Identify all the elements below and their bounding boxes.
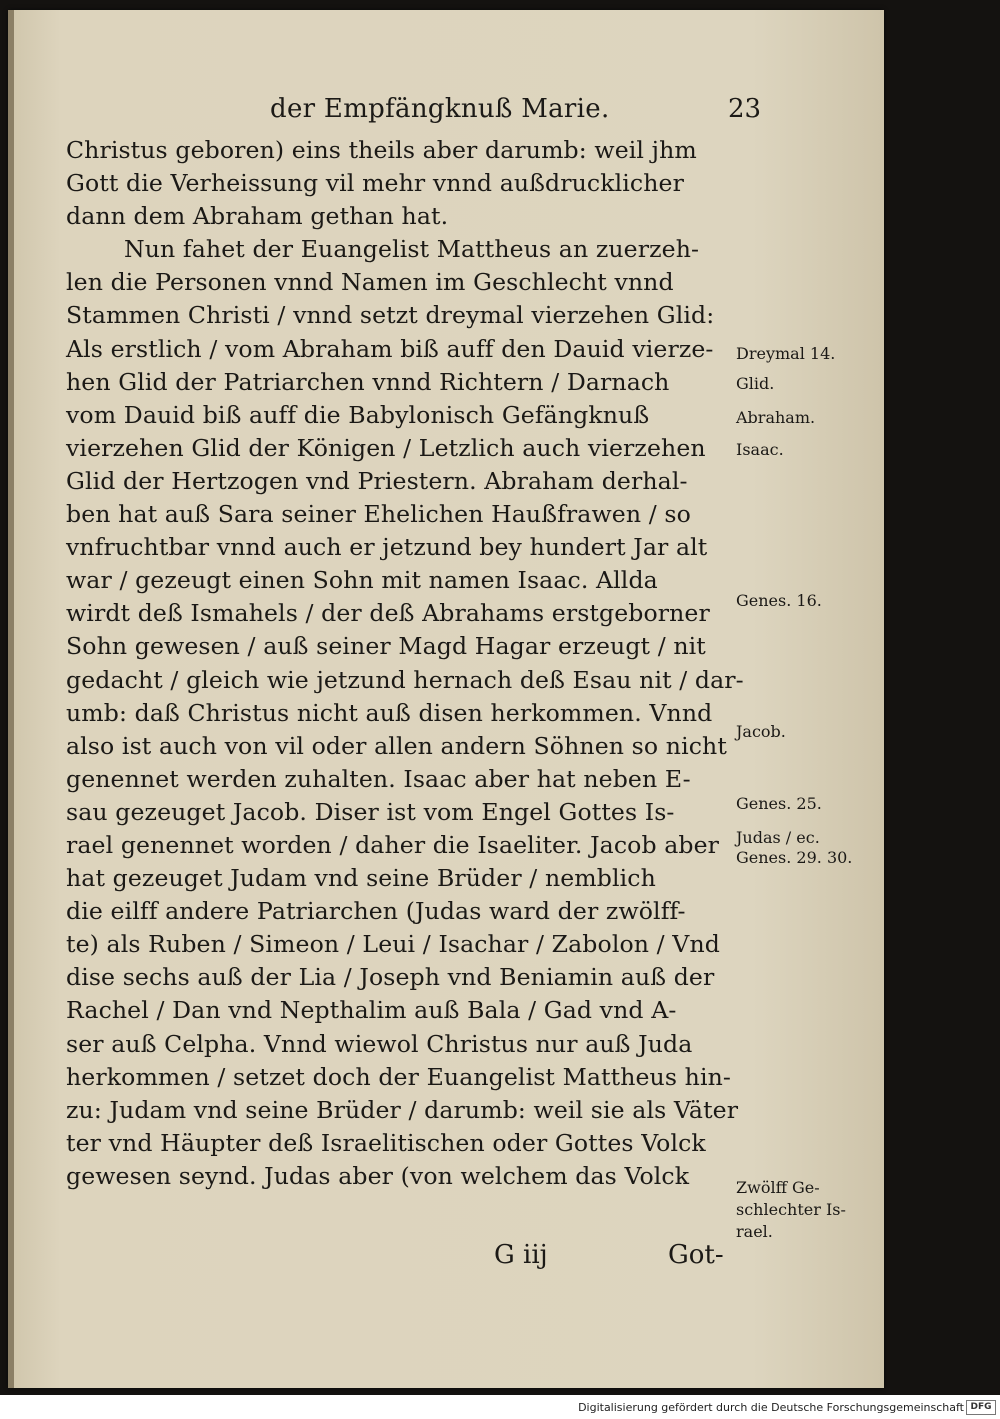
text-line-29: herkommen / setzet doch der Euangelist Mattheus hin-: [66, 1062, 731, 1091]
text-line-13: vnfruchtbar vnnd auch er jetzund bey hundert Jar alt: [66, 533, 708, 562]
text-line-28: ser auß Celpha. Vnnd wiewol Christus nur auß Juda: [66, 1029, 693, 1058]
marginal-note: Judas / ec.: [736, 828, 820, 847]
text-line-2: Gott die Verheissung vil mehr vnnd außdrucklicher: [66, 169, 684, 198]
text-line-23: hat gezeuget Judam vnd seine Brüder / nemblich: [66, 864, 656, 893]
text-line-1: Christus geboren) eins theils aber darumb: weil jhm: [66, 136, 697, 164]
marginal-note: Zwölff Ge-: [736, 1178, 820, 1197]
text-line-11: Glid der Hertzogen vnd Priestern. Abraham derhal-: [66, 466, 688, 495]
signature-mark: G iij: [494, 1240, 548, 1270]
text-line-26: dise sechs auß der Lia / Joseph vnd Beniamin auß der: [66, 963, 715, 992]
marginal-note: Abraham.: [736, 408, 816, 427]
marginal-note: Genes. 25.: [736, 794, 822, 813]
text-line-16: Sohn gewesen / auß seiner Magd Hagar erzeugt / nit: [66, 632, 706, 661]
text-line-10: vierzehen Glid der Königen / Letzlich auch vierzehen: [66, 433, 706, 462]
text-line-25: te) als Ruben / Simeon / Leui / Isachar / Zabolon / Vnd: [66, 930, 720, 959]
page-header: [8, 92, 884, 132]
page-gutter: [8, 10, 14, 1388]
text-line-7: Als erstlich / vom Abraham biß auff den Dauid vierze-: [66, 334, 714, 363]
text-line-19: also ist auch von vil oder allen andern Söhnen so nicht: [66, 731, 727, 760]
text-line-20: genennet werden zuhalten. Isaac aber hat neben E-: [66, 764, 691, 793]
page-number: 23: [728, 94, 762, 124]
text-line-6: Stammen Christi / vnnd setzt dreymal vierzehen Glid:: [66, 301, 715, 330]
text-line-3: dann dem Abraham gethan hat.: [66, 202, 449, 231]
text-block: [66, 134, 766, 1193]
text-line-5: len die Personen vnnd Namen im Geschlecht vnnd: [66, 268, 674, 297]
digitization-credit: Digitalisierung gefördert durch die Deutsche Forschungsgemeinschaft: [578, 1401, 964, 1414]
marginal-note: rael.: [736, 1222, 773, 1241]
marginal-note: Glid.: [736, 374, 775, 393]
text-line-27: Rachel / Dan vnd Nepthalim auß Bala / Gad vnd A-: [66, 996, 677, 1025]
text-line-18: umb: daß Christus nicht auß disen herkommen. Vnnd: [66, 698, 713, 727]
marginal-note: Jacob.: [736, 722, 786, 741]
text-line-30: zu: Judam vnd seine Brüder / darumb: weil sie als Väter: [66, 1095, 739, 1124]
text-line-15: wirdt deß Ismahels / der deß Abrahams erstgeborner: [66, 599, 710, 628]
running-head: der Empfängknuß Marie.: [270, 94, 610, 124]
marginal-note: schlechter Is-: [736, 1200, 846, 1219]
text-line-8: hen Glid der Patriarchen vnnd Richtern / Darnach: [66, 367, 670, 396]
marginal-note: Dreymal 14.: [736, 344, 836, 363]
text-line-14: war / gezeugt einen Sohn mit namen Isaac. Allda: [66, 566, 658, 595]
text-line-21: sau gezeuget Jacob. Diser ist vom Engel Gottes Is-: [66, 797, 675, 826]
text-line-12: ben hat auß Sara seiner Ehelichen Haußfrawen / so: [66, 500, 691, 529]
text-line-9: vom Dauid biß auff die Babylonisch Gefängknuß: [66, 400, 650, 429]
dfg-logo-icon: DFG: [966, 1400, 996, 1415]
text-line-22: rael genennet worden / daher die Isaeliter. Jacob aber: [66, 830, 720, 859]
text-line-32: gewesen seynd. Judas aber (von welchem das Volck: [66, 1161, 690, 1190]
marginal-note: Genes. 29. 30.: [736, 848, 853, 867]
text-line-31: ter vnd Häupter deß Israelitischen oder Gottes Volck: [66, 1128, 706, 1157]
marginal-note: Isaac.: [736, 440, 784, 459]
catchword: Got-: [668, 1240, 724, 1270]
marginal-note: Genes. 16.: [736, 591, 822, 610]
book-page: [8, 10, 884, 1388]
text-line-17: gedacht / gleich wie jetzund hernach deß Esau nit / dar-: [66, 665, 744, 694]
text-line-24: die eilff andere Patriarchen (Judas ward der zwölff-: [66, 897, 686, 926]
page-footer: [8, 1236, 884, 1276]
text-line-4: Nun fahet der Euangelist Mattheus an zuerzeh-: [124, 235, 700, 264]
